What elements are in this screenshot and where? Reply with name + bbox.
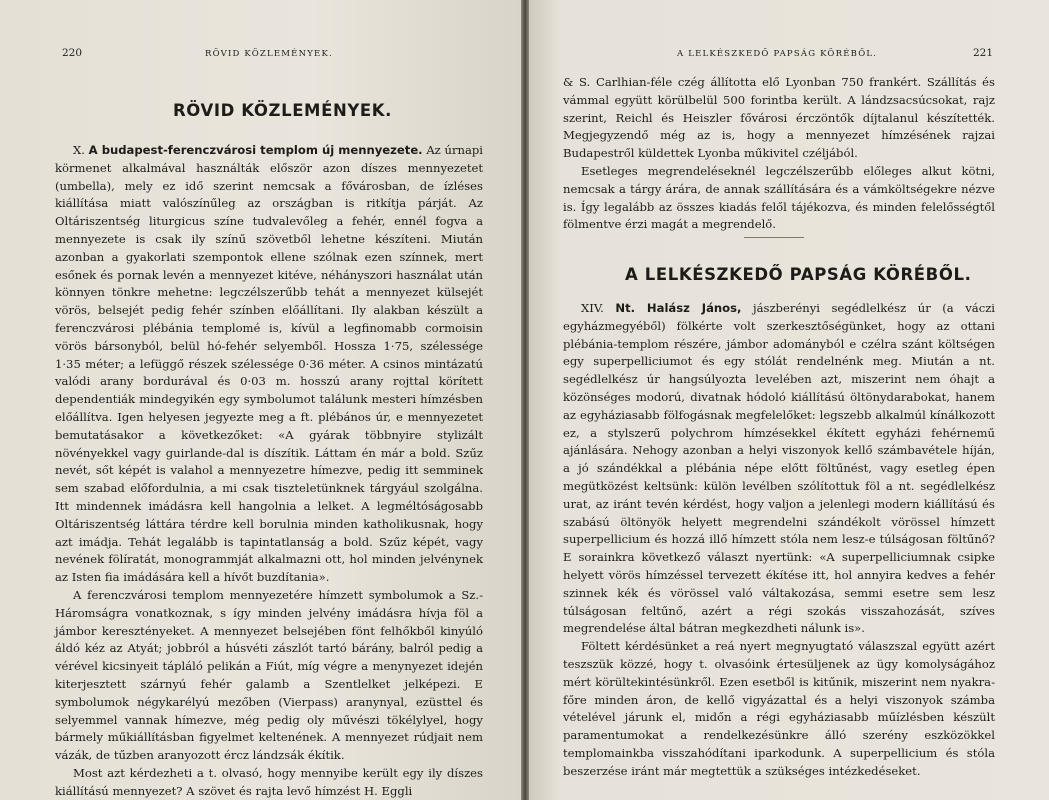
article-x-number: X. [73, 143, 85, 157]
article-x-text-1: Az úrnapi körmenet alkalmával használták először azon díszes mennyezetet (umbella), mely ez idő szerint nemcsak a fővárosban, de ízléses kiállítása miatt valószínűleg az országban is ritkítja párját. Az Oltáriszentség liturgicus színe tudvalevőleg a fehér, ennél fogva a mennyezete is csak ily színű szövetből lehetne készíteni. Miután azonban a gyakorlati szempontok ellene szólnak ezen színnek, mert esőnek és pornak levén a mennyezet kitéve, néhányszori használat után könnyen tönkre mehetne: legczélszerűbb tehát a mennyezet külsejét vörös, belsejét pedig fehér színben előállítani. Ily alakban készült a ferenczvárosi plébánia templomé is, kívül a legfinomabb cormoisin vörös bársonyból, belül hó-fehér selyemből. Hossza 1·75, szélessége 1·35 méter; a lefüggő részek szélessége 0·36 méter. A csinos mintázatú valódi arany bordurával és 0·03 m. hosszú arany rojttal körített dependentiák mindegyikén egy symbolumot találunk mesteri hímzésben előállítva. Igen helyesen jegyezte meg a ft. plébános úr, e mennyezetet bemutatásakor a következőket: «A gyárak többnyire stylizált növényekkel vagy guirlande-dal is díszítik. Láttam én már a bold. Szűz nevét, sőt képét is valahol a mennyezetre hímezve, pedig itt semminek sem szabad előfordulnia, a mi csak tiszteletünknek tárgyául szolgálna. Itt mindennek imádásra kell hangolnia a lelket. A legméltóságosabb Oltáriszentség láttára térdre kell borulnia minden katholikusnak, hogy azt imádja. Tehát legalább is tapintatlanság a bold. Szűz képét, vagy nevének fölíratát, monogrammját alkalmazni ott, hol minden jelvénynek az Isten fia imádására kell a hívőt buzdítania». [55, 143, 484, 585]
continued-paragraph-2: Esetleges megrendeléseknél legczélszerűbb előleges alkut kötni, nemcsak a tárgy árára, de annak szállítására és a vámköltségekre nézve is. Így legalább az összes kiadás felől tájékozva, és minden felelősségtől fölmentve érzi magát a megrendelő. [563, 163, 995, 232]
article-xiv-author: Nt. Halász János, [615, 301, 742, 315]
section-divider [744, 237, 804, 238]
article-xiv-number: XIV. [581, 301, 604, 315]
article-x-title: A budapest-ferenczvárosi templom új mennyezete. [88, 143, 423, 157]
right-page [529, 0, 1049, 800]
book-gutter [521, 0, 529, 800]
page-number-left: 220 [62, 47, 83, 59]
article-xiv-paragraph-2: Föltett kérdésünket a reá nyert megnyugtató válaszszal együtt azért teszszük közzé, hogy t. olvasóink értesüljenek az ügy komolyságához mért körültekintésünkről. Ezen esetből is kitűnik, miszerint nem nyakra-főre minden áron, de kellő vigyázattal és a helyi viszonyok számba vételével járunk el, midőn a régi egyháziasabb műízlésben készült paramentumokat a rendelkezésünkre álló szerény eszközökkel templomainkba visszahódítani iparkodunk. A superpellicium és stóla beszerzése iránt már megtettük a szükséges intézkedéseket. [563, 639, 995, 778]
article-x-paragraph-3: Most azt kérdezheti a t. olvasó, hogy mennyibe került egy ily díszes kiállítású mennyezet? A szövet és rajta levő hímzést H. Eggli [55, 765, 483, 798]
section-title-left: RÖVID KÖZLEMÉNYEK. [173, 101, 393, 120]
article-xiv-text-1: jászberényi segédlelkész úr (a váczi egyházmegyéből) fölkérte volt szerkesztőségünket, hogy az ottani plébánia-templom részére, jámbor adományból e czélra szánt költségen egy superpelliciumot és egy stólát rendelnénk meg. Miután a nt. segédlelkész úr hangsúlyozta levelében azt, miszerint nem óhajt a közönséges modorú, divatnak hódoló kiállítású öltönydarabokat, hanem az egyháziasabb fölfogásnak megfelelőket: legszebb alkalmúl kínálkozott ez, a stylszerű polychrom hímzésekkel ékített egyházi fehérnemű ajánlására. Nehogy azonban a helyi viszonyok kellő számbavétele híján, a jó szándékkal a plébánia népe előtt föltűnést, vagy esetleg épen megütközést keltsünk: külön levélben szólítottuk föl a nt. segédlelkész urat, az iránt tevén kérdést, hogy valjon a jelenlegi modern kiállítású és szabású öltönyök helyett megrendelni szándékolt vörössel hímzett superpellicium és hozzá illő hímzett stóla nem lesz-e túlságosan föltűnő? E sorainkra következő választ nyertünk: «A superpelliciumnak csipke helyett vörös hímzéssel tervezett ékítése itt, hol annyira kedves a fehér szinnek kék és vörössel való váltakozása, semmi esetre sem lesz túlságosan feltűnő, azért a régi szokás visszahozását, szíves megrendelése által bátran megkezdheti nálunk is». [563, 301, 996, 636]
running-head-right: A LELKÉSZKEDŐ PAPSÁG KÖRÉBŐL. [677, 49, 878, 59]
page-number-right: 221 [973, 47, 994, 59]
right-body-text [563, 300, 995, 781]
left-body-text [55, 142, 483, 800]
continued-text [563, 74, 995, 234]
article-x-paragraph-2: A ferenczvárosi templom mennyezetére hímzett symbolumok a Sz.-Háromságra vonatkoznak, s így minden jelvény imádásra hívja föl a jámbor keresztényeket. A mennyezet belsejében fönt felhőkből kinyúló áldó kéz az Atyát; jobbról a húsvéti zászlót tartó bárány, balról pedig a vérével kicsinyeit tápláló pelikán a Fiút, míg végre a menynyezet idején kiterjesztett szárnyú fehér galamb a Szentlelket jelképezi. E symbolumok négykarélyú mezőben (Vierpass) aranynyal, ezüsttel és selyemmel vannak hímezve, még pedig oly művészi tökélylyel, hogy bármely műkiállításban figyelmet keltenének. A mennyezet rúdjait nem vázák, de tűzben aranyozott ércz lándzsák ékítik. [55, 587, 483, 763]
left-page [0, 0, 521, 800]
article-xiv-paragraph-1 [563, 300, 995, 638]
continued-paragraph-1: & S. Carlhian-féle czég állította elő Lyonban 750 frankért. Szállítás és vámmal együtt körülbelül 500 forintba került. A lándzsacsúcsokat, rajz szerint, Reichl és Heiszler fővárosi érczöntők díjtalanul készítették. Megjegyzendő még az is, hogy a mennyezet hímzésének rajzai Budapestről küldettek Lyonba műkivitel czéljából. [563, 75, 995, 161]
article-x-paragraph-1 [55, 142, 483, 587]
running-head-left: RÖVID KÖZLEMÉNYEK. [205, 49, 333, 59]
section-title-right: A LELKÉSZKEDŐ PAPSÁG KÖRÉBŐL. [625, 265, 972, 284]
